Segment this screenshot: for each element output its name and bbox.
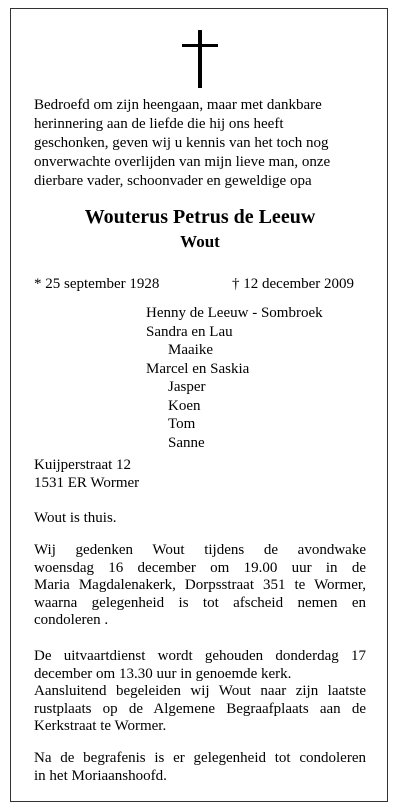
intro-text — [34, 96, 366, 191]
funeral-line: Aansluitend begeleiden wij Wout naar zijn laatste — [34, 683, 366, 699]
home-note — [34, 510, 366, 528]
family-member: Maaike — [168, 342, 213, 358]
condolence-paragraph — [34, 750, 366, 785]
condolence-line: in het Moriaanshoofd. — [34, 767, 167, 784]
deceased-nickname: Wout — [180, 232, 220, 251]
funeral-line: december om 13.30 uur in genoemde kerk. — [34, 665, 292, 682]
intro-line: Bedroefd om zijn heengaan, maar met dankbare — [34, 97, 322, 113]
wake-line: woensdag 16 december om 19.00 uur in de — [34, 559, 366, 576]
home-note-text: Wout is thuis. — [34, 510, 117, 526]
address-city: 1531 ER Wormer — [34, 475, 140, 491]
wake-line: condoleren . — [34, 612, 109, 628]
wake-line: waarna gelegenheid is tot afscheid nemen en — [34, 594, 366, 611]
family-member: Henny de Leeuw - Sombroek — [146, 305, 323, 321]
wake-line: Maria Magdalenakerk, Dorpsstraat 351 te Wormer, — [34, 577, 366, 593]
family-member: Jasper — [168, 379, 206, 395]
funeral-line: rustplaats op de Algemene Begraafplaats aan de — [34, 700, 366, 717]
wake-line: Wij gedenken Wout tijdens de avondwake — [34, 542, 366, 558]
wake-paragraph — [34, 542, 366, 630]
birth-date: * 25 september 1928 — [34, 276, 160, 292]
intro-line: geschonken, geven wij u kennis van het toch nog — [34, 135, 329, 151]
deceased-full-name: Wouterus Petrus de Leeuw — [84, 206, 316, 228]
intro-line: herinnering aan de liefde die hij ons heeft — [34, 116, 284, 132]
family-member: Marcel en Saskia — [146, 360, 250, 377]
funeral-line: Kerkstraat te Wormer. — [34, 718, 167, 734]
family-member: Tom — [168, 416, 196, 432]
address-street: Kuijperstraat 12 — [34, 457, 132, 473]
family-member: Koen — [168, 397, 201, 414]
condolence-line: Na de begrafenis is er gelegenheid tot condoleren — [34, 750, 366, 766]
funeral-paragraph — [34, 648, 366, 736]
family-member: Sandra en Lau — [146, 323, 233, 340]
intro-line: onverwachte overlijden van mijn lieve man, onze — [34, 154, 331, 170]
intro-line: dierbare vader, schoonvader en geweldige opa — [34, 173, 312, 189]
funeral-line: De uitvaartdienst wordt gehouden donderdag 17 — [34, 648, 366, 664]
address-block — [34, 456, 139, 492]
family-member: Sanne — [168, 434, 205, 451]
cross-icon — [182, 30, 218, 88]
death-date: † 12 december 2009 — [232, 276, 355, 292]
